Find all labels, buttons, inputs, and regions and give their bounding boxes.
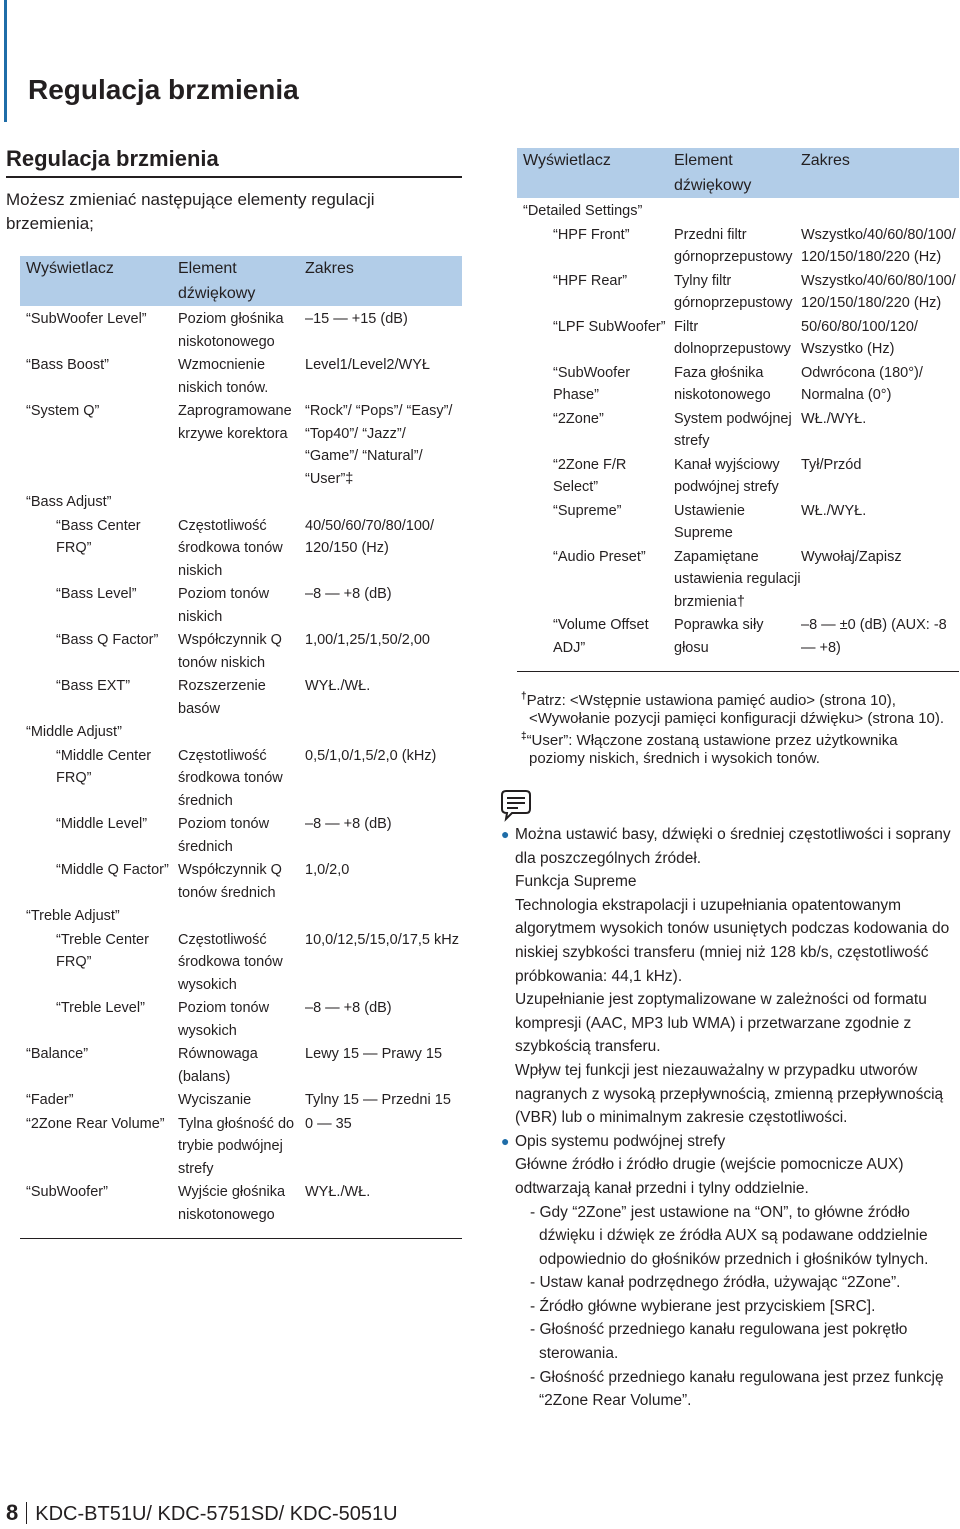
- cell-display: “HPF Front”: [553, 226, 630, 243]
- cell-range: [801, 198, 959, 224]
- cell-element: Filtr dolnoprzepustowy: [674, 318, 791, 357]
- table-row: [20, 400, 462, 491]
- cell-range: 40/50/60/70/80/100/ 120/150 (Hz): [305, 517, 435, 556]
- cell-range: Tył/Przód: [801, 456, 862, 473]
- cell-element: [178, 905, 305, 929]
- cell-range: Wszystko/40/60/80/100/ 120/150/180/220 (Hz): [801, 272, 956, 311]
- table-row: [517, 614, 959, 672]
- settings-table-right: [517, 148, 959, 672]
- cell-element: Poziom tonów wysokich: [178, 1000, 270, 1039]
- tip-subtitle: Funkcja Supreme: [515, 873, 637, 891]
- table-row: [20, 1113, 462, 1182]
- cell-display: “Middle Level”: [56, 816, 148, 832]
- cell-element: Częstotliwość środkowa tonów średnich: [178, 747, 283, 809]
- cell-range: 1,00/1,25/1,50/2,00: [305, 632, 430, 648]
- tip-dash-item: - Głośność przedniego kanału regulowana jest przez funkcję “2Zone Rear Volume”.: [530, 1368, 944, 1410]
- cell-range: –8 — +8 (dB): [305, 816, 392, 832]
- cell-display: “Treble Adjust”: [26, 908, 120, 924]
- cell-range: Tylny 15 — Przedni 15: [305, 1092, 451, 1108]
- cell-range: Level1/Level2/WYŁ: [305, 357, 430, 373]
- cell-range: –8 — ±0 (dB) (AUX: -8 — +8): [801, 614, 959, 672]
- cell-range: Wywołaj/Zapisz: [801, 548, 902, 565]
- tip-dash-item: - Głośność przedniego kanału regulowana jest pokrętło sterowania.: [530, 1321, 908, 1363]
- cell-display: “Volume Offset ADJ”: [517, 614, 674, 672]
- cell-element: Poprawka siły głosu: [674, 614, 801, 672]
- memo-icon: [498, 787, 534, 823]
- cell-element: Poziom tonów średnich: [178, 816, 270, 855]
- page-footer: [6, 1500, 398, 1526]
- cell-display: “2Zone”: [553, 410, 604, 427]
- cell-element: Ustawienie Supreme: [674, 502, 745, 541]
- cell-range: WŁ./WYŁ.: [801, 410, 867, 427]
- cell-element: Zapamiętane ustawienia regulacji brzmienia†: [674, 548, 801, 610]
- table-row: [20, 813, 462, 859]
- section-title: Regulacja brzmienia: [6, 146, 462, 178]
- cell-range: [305, 491, 462, 515]
- table-row: [20, 929, 462, 998]
- cell-display: “Treble Center FRQ”: [56, 931, 149, 970]
- table-row: [517, 224, 959, 270]
- cell-display: “Bass Level”: [56, 586, 137, 602]
- cell-range: WYŁ./WŁ.: [305, 1181, 462, 1239]
- table-row: [517, 408, 959, 454]
- cell-range: [305, 721, 462, 745]
- cell-range: 50/60/80/100/120/ Wszystko (Hz): [801, 318, 918, 357]
- cell-element: Wyciszanie: [178, 1092, 252, 1108]
- cell-display: “SubWoofer”: [20, 1181, 178, 1239]
- cell-element: Częstotliwość środkowa tonów niskich: [178, 517, 283, 579]
- table-row: [517, 500, 959, 546]
- cell-element: [674, 198, 801, 224]
- cell-display: “Middle Adjust”: [26, 724, 122, 740]
- tip-dash-item: - Ustaw kanał podrzędnego źródła, używając “2Zone”.: [530, 1274, 901, 1292]
- table-row: [20, 629, 462, 675]
- table-row: [20, 997, 462, 1043]
- cell-range: 10,0/12,5/15,0/17,5 kHz: [305, 931, 459, 948]
- table-row: [20, 1043, 462, 1089]
- cell-display: “2Zone F/R Select”: [553, 456, 627, 495]
- table-row: [517, 270, 959, 316]
- cell-element: Faza głośnika niskotonowego: [674, 364, 771, 403]
- cell-display: “Treble Level”: [56, 1000, 145, 1016]
- cell-range: WYŁ./WŁ.: [305, 678, 371, 694]
- cell-element: [178, 491, 305, 515]
- cell-range: 0 — 35: [305, 1115, 352, 1132]
- cell-display: “Fader”: [26, 1092, 74, 1108]
- cell-range: “Rock”/ “Pops”/ “Easy”/ “Top40”/ “Jazz”/ “Game”/ “Natural”/ “User”‡: [305, 403, 453, 487]
- cell-range: Wszystko/40/60/80/100/ 120/150/180/220 (Hz): [801, 226, 956, 265]
- tip-dash-item: - Gdy “2Zone” jest ustawione na “ON”, to główne źródło dźwięku i dźwięk ze źródła AUX są podawane oddzielnie odpowiednio do głośników przednich i głośników tylnych.: [530, 1203, 929, 1268]
- table-row: [20, 515, 462, 584]
- col-header-range: Zakres: [305, 256, 462, 306]
- col-header-element: Element dźwiękowy: [178, 256, 305, 306]
- table-row: [20, 1181, 462, 1239]
- table-row: [20, 491, 462, 515]
- cell-display: “Middle Q Factor”: [56, 862, 169, 878]
- accent-bar: [4, 0, 7, 122]
- tip-paragraph: Wpływ tej funkcji jest niezauważalny w przypadku utworów nagranych z wysoką przepływnością, zmienną przepływnością (VBR) lub o minimalnym zakresie częstotliwości.: [515, 1061, 944, 1127]
- cell-display: “Middle Center FRQ”: [56, 747, 152, 786]
- table-row: [20, 306, 462, 354]
- cell-element: [178, 721, 305, 745]
- table-row: [20, 354, 462, 400]
- cell-range: –8 — +8 (dB): [305, 586, 392, 602]
- cell-element: Kanał wyjściowy podwójnej strefy: [674, 456, 780, 495]
- cell-element: Wyjście głośnika niskotonowego: [178, 1181, 305, 1239]
- table-row: [517, 316, 959, 362]
- tip-paragraph: Technologia ekstrapolacji i uzupełniania opatentowanym algorytmem wysokich tonów usuniętych podczas kodowania do niskiej szybkości transferu (mniej niż 128 kb/s, częstotliwość próbkowania: 44,1 kHz).: [515, 896, 950, 985]
- table-row: [20, 859, 462, 905]
- cell-element: Poziom głośnika niskotonowego: [178, 311, 284, 350]
- cell-display: “Bass Boost”: [26, 357, 109, 373]
- cell-display: “Supreme”: [553, 502, 622, 519]
- footnote-dagger: †Patrz: <Wstępnie ustawiona pamięć audio> (strona 10), <Wywołanie pozycji pamięci konfiguracji dźwięku> (strona 10).: [521, 691, 945, 727]
- cell-range: –15 — +15 (dB): [305, 311, 408, 327]
- page-number: 8: [6, 1500, 19, 1525]
- settings-table-left: [20, 256, 462, 1239]
- cell-display: “Audio Preset”: [553, 548, 646, 565]
- table-row: [20, 745, 462, 814]
- cell-element: Równowaga (balans): [178, 1046, 258, 1085]
- cell-range: Lewy 15 — Prawy 15: [305, 1046, 443, 1062]
- cell-element: Tylny filtr górnoprzepustowy: [674, 272, 793, 311]
- tip-paragraph: Główne źródło i źródło drugie (wejście pomocnicze AUX) odtwarzają kanał przedni i tylny oddzielnie.: [515, 1156, 904, 1197]
- table-row: [20, 905, 462, 929]
- cell-display: “System Q”: [26, 403, 100, 419]
- cell-display: “2Zone Rear Volume”: [26, 1115, 165, 1132]
- footnotes: [521, 688, 951, 768]
- table-row: [20, 721, 462, 745]
- cell-display: “SubWoofer Level”: [26, 311, 147, 327]
- cell-element: Poziom tonów niskich: [178, 586, 270, 625]
- cell-element: Zaprogramowane krzywe korektora: [178, 403, 292, 442]
- table-row: [20, 583, 462, 629]
- cell-range: [305, 905, 462, 929]
- footnote-double-dagger: ‡“User”: Włączone zostaną ustawione przez użytkownika poziomy niskich, średnich i wysokich tonów.: [521, 731, 898, 767]
- page-title: Regulacja brzmienia: [28, 74, 299, 105]
- col-header-element: Element dźwiękowy: [674, 148, 801, 198]
- table-row: [20, 1089, 462, 1113]
- cell-display: “Bass EXT”: [56, 678, 131, 694]
- table-row: [517, 546, 959, 615]
- col-header-display: Wyświetlacz: [20, 256, 178, 306]
- col-header-range: Zakres: [801, 148, 959, 198]
- cell-element: Współczynnik Q tonów niskich: [178, 632, 282, 671]
- cell-element: Przedni filtr górnoprzepustowy: [674, 226, 793, 265]
- cell-display: “SubWoofer Phase”: [553, 364, 631, 403]
- cell-range: –8 — +8 (dB): [305, 1000, 392, 1016]
- bullet-icon: ●: [501, 826, 510, 842]
- tips-list: [500, 823, 960, 1413]
- tip-dash-item: - Źródło główne wybierane jest przyciskiem [SRC].: [530, 1297, 876, 1315]
- cell-display: “Bass Adjust”: [26, 494, 112, 510]
- cell-element: System podwójnej strefy: [674, 410, 792, 449]
- tip-paragraph: Uzupełnianie jest zoptymalizowane w zależności od formatu kompresji (AAC, MP3 lub WMA) i przetwarzane zgodnie z szybkością transferu.: [515, 991, 927, 1056]
- cell-range: Odwrócona (180°)/ Normalna (0°): [801, 364, 923, 403]
- bullet-icon: ●: [501, 1132, 510, 1149]
- cell-display: “Bass Q Factor”: [56, 632, 159, 648]
- cell-range: WŁ./WYŁ.: [801, 502, 867, 519]
- cell-element: Współczynnik Q tonów średnich: [178, 862, 282, 901]
- table-row: [517, 198, 959, 224]
- cell-element: Rozszerzenie basów: [178, 678, 266, 717]
- cell-display: “Detailed Settings”: [523, 203, 643, 219]
- cell-element: Wzmocnienie niskich tonów.: [178, 357, 269, 396]
- cell-element: Częstotliwość środkowa tonów wysokich: [178, 931, 283, 993]
- cell-range: 1,0/2,0: [305, 862, 350, 878]
- table-row: [517, 362, 959, 408]
- cell-display: “Balance”: [26, 1046, 89, 1062]
- model-name: KDC-BT51U/ KDC-5751SD/ KDC-5051U: [35, 1503, 398, 1525]
- cell-display: “Bass Center FRQ”: [56, 517, 141, 556]
- table-row: [517, 454, 959, 500]
- col-header-display: Wyświetlacz: [517, 148, 674, 198]
- cell-display: “LPF SubWoofer”: [553, 318, 666, 335]
- tip-item: ● Opis systemu podwójnej strefy Główne źródło i źródło drugie (wejście pomocnicze AUX) odtwarzają kanał przedni i tylny oddzielnie. - Gdy “2Zone” jest ustawione na “ON”, to główne źródło dźwięku i dźwięk ze źródła AUX są podawane oddzielnie odpowiednio do głośników przednich i głośników tylnych. - Ustaw kanał podrzędnego źródła, używając “2Zone”. - Źródło główne wybierane jest przyciskiem [SRC]. - Głośność przedniego kanału regulowana jest pokrętło sterowania. - Głośność przedniego kanału regulowana jest przez funkcję “2Zone Rear Volume”.: [500, 1130, 960, 1413]
- intro-text: Możesz zmieniać następujące elementy regulacji brzemienia;: [6, 190, 375, 233]
- tip-item: ● Można ustawić basy, dźwięki o średniej częstotliwości i soprany dla poszczególnych źródeł. Funkcja Supreme Technologia ekstrapolacji i uzupełniania opatentowanym algorytmem wysokich tonów usuniętych podczas kodowania do niskiej szybkości transferu (mniej niż 128 kb/s, częstotliwość próbkowania: 44,1 kHz). Uzupełnianie jest zoptymalizowane w zależności od formatu kompresji (AAC, MP3 lub WMA) i przetwarzane zgodnie z szybkością transferu. Wpływ tej funkcji jest niezauważalny w przypadku utworów nagranych z wysoką przepływnością, zmienną przepływnością (VBR) lub o minimalnym zakresie częstotliwości.: [500, 823, 960, 1130]
- footer-divider: [26, 1502, 27, 1524]
- cell-range: 0,5/1,0/1,5/2,0 (kHz): [305, 747, 437, 764]
- cell-display: “HPF Rear”: [553, 272, 628, 289]
- table-row: [20, 675, 462, 721]
- cell-element: Tylna głośność do trybie podwójnej strefy: [178, 1115, 295, 1177]
